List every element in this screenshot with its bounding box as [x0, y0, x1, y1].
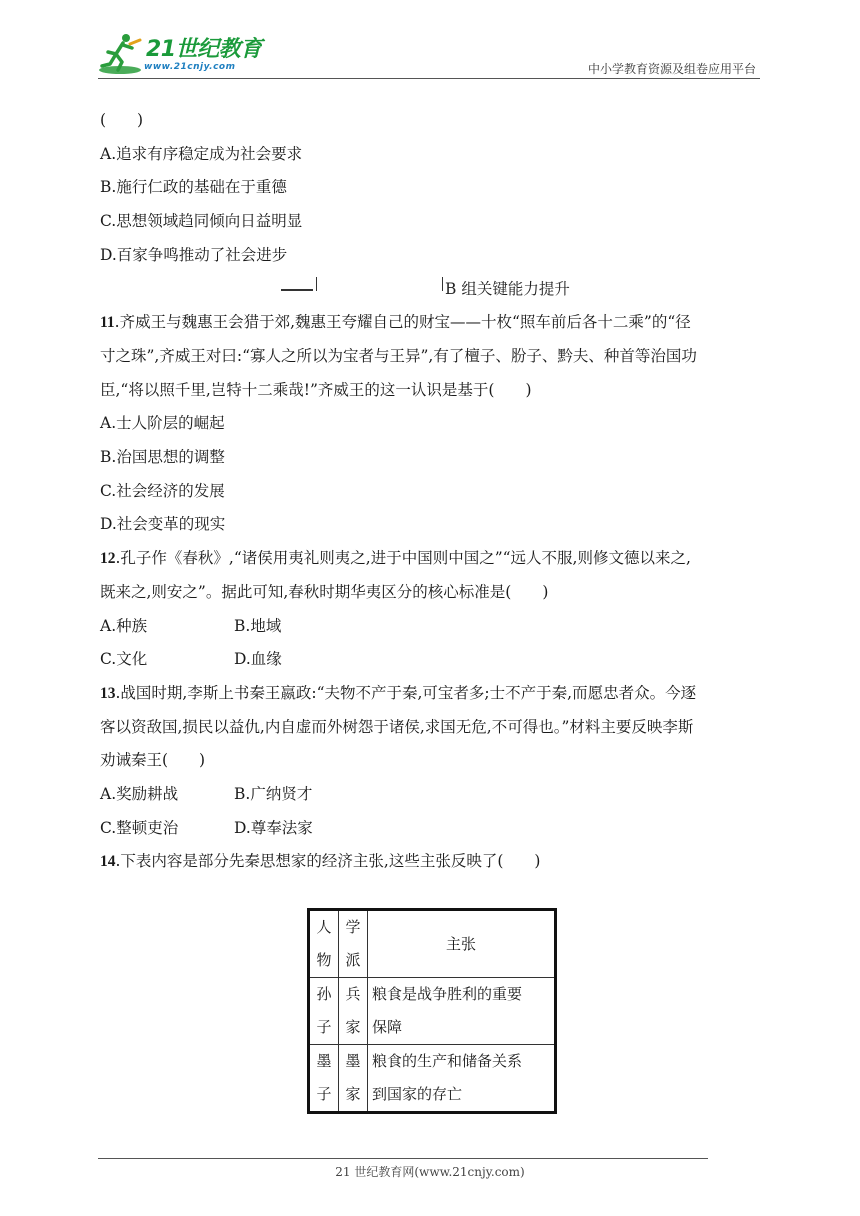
header-divider [98, 78, 760, 79]
q12-stem-line-2: 既来之,则安之”。据此可知,春秋时期华夷区分的核心标准是( ) [100, 582, 549, 601]
q13-option-a: A.奖励耕战 [100, 785, 179, 804]
q13-stem-line-3: 劝诫秦王( ) [100, 751, 206, 770]
q10-option-a: A.追求有序稳定成为社会要求 [100, 144, 303, 163]
cell-claim: 粮食是战争胜利的重要 保障 [368, 978, 556, 1045]
footer-divider [98, 1158, 708, 1159]
section-b-title: B 组关键能力提升 [445, 279, 570, 298]
footer-link[interactable]: 21 世纪教育网(www.21cnjy.com) [335, 1165, 525, 1179]
q10-option-b: B.施行仁政的基础在于重德 [100, 178, 287, 197]
q11-option-b: B.治国思想的调整 [100, 448, 225, 467]
q13-stem-line-1: .战国时期,李斯上书秦王嬴政:“夫物不产于秦,可宝者多;士不产于秦,而愿忠者众。今逐 [115, 683, 697, 702]
header-person: 人 物 [309, 910, 339, 978]
q12-option-c: C.文化 [100, 650, 148, 669]
site-logo[interactable] [96, 30, 266, 82]
cell-person: 孙 子 [309, 978, 339, 1045]
question-14 [100, 845, 760, 879]
section-bar-right [442, 277, 443, 291]
q12-option-a: A.种族 [100, 616, 148, 635]
q12-option-d: D.血缘 [234, 650, 282, 669]
q11-option-c: C.社会经济的发展 [100, 481, 225, 500]
logo-text: 21世纪教育 [146, 37, 262, 62]
table-row [309, 1045, 556, 1113]
question-11 [100, 306, 760, 542]
q11-stem-line-2: 寸之珠”,齐威王对曰:“寡人之所以为宝者与王异”,有了檀子、肦子、黔夫、种首等治国功 [100, 346, 697, 365]
q12-number: 12 [100, 550, 116, 568]
cell-claim: 粮食的生产和储备关系 到国家的存亡 [368, 1045, 556, 1113]
q11-number: 11 [100, 314, 115, 332]
q13-option-d: D.尊奉法家 [234, 818, 313, 837]
section-bar-left [316, 277, 317, 291]
logo-url: www.21cnjy.com [144, 62, 236, 72]
question-13 [100, 677, 760, 846]
economic-views-table [307, 908, 557, 1114]
q12-stem-line-1: .孔子作《春秋》,“诸侯用夷礼则夷之,进于中国则中国之”“远人不服,则修文德以来之, [115, 549, 691, 568]
header-claim: 主张 [368, 910, 556, 978]
q11-stem-line-1: .齐威王与魏惠王会猎于郊,魏惠王夸耀自己的财宝——十枚“照车前后各十二乘”的“径 [114, 313, 691, 332]
q13-number: 13 [100, 684, 116, 702]
table-row [309, 978, 556, 1045]
header-school: 学 派 [339, 910, 368, 978]
q11-stem-line-3: 臣,“将以照千里,岂特十二乘哉!”齐威王的这一认识是基于( ) [100, 380, 532, 399]
q14-stem: .下表内容是部分先秦思想家的经济主张,这些主张反映了( ) [115, 852, 541, 871]
q12-option-b: B.地域 [234, 616, 282, 635]
document-body [100, 104, 760, 879]
q11-option-d: D.社会变革的现实 [100, 515, 226, 534]
platform-label: 中小学教育资源及组卷应用平台 [587, 62, 756, 76]
q10-option-d: D.百家争鸣推动了社会进步 [100, 245, 288, 264]
question-12 [100, 542, 760, 677]
section-b-heading [100, 273, 760, 307]
cell-school: 墨 家 [339, 1045, 368, 1113]
q10-answer-paren: ( ) [100, 111, 144, 129]
q13-stem-line-2: 客以资敌国,损民以益仇,内自虚而外树怨于诸侯,求国无危,不可得也。”材料主要反映李斯 [100, 717, 694, 736]
q13-option-b: B.广纳贤才 [234, 785, 313, 804]
table-header-row [309, 910, 556, 978]
runner-icon [96, 32, 142, 76]
q14-number: 14 [100, 853, 116, 871]
page-header [0, 0, 860, 90]
q13-option-c: C.整顿吏治 [100, 818, 179, 837]
q10-option-c: C.思想领域趋同倾向日益明显 [100, 212, 303, 231]
cell-person: 墨 子 [309, 1045, 339, 1113]
cell-school: 兵 家 [339, 978, 368, 1045]
section-dash-decoration [281, 289, 313, 291]
q11-option-a: A.士人阶层的崛起 [100, 414, 225, 433]
